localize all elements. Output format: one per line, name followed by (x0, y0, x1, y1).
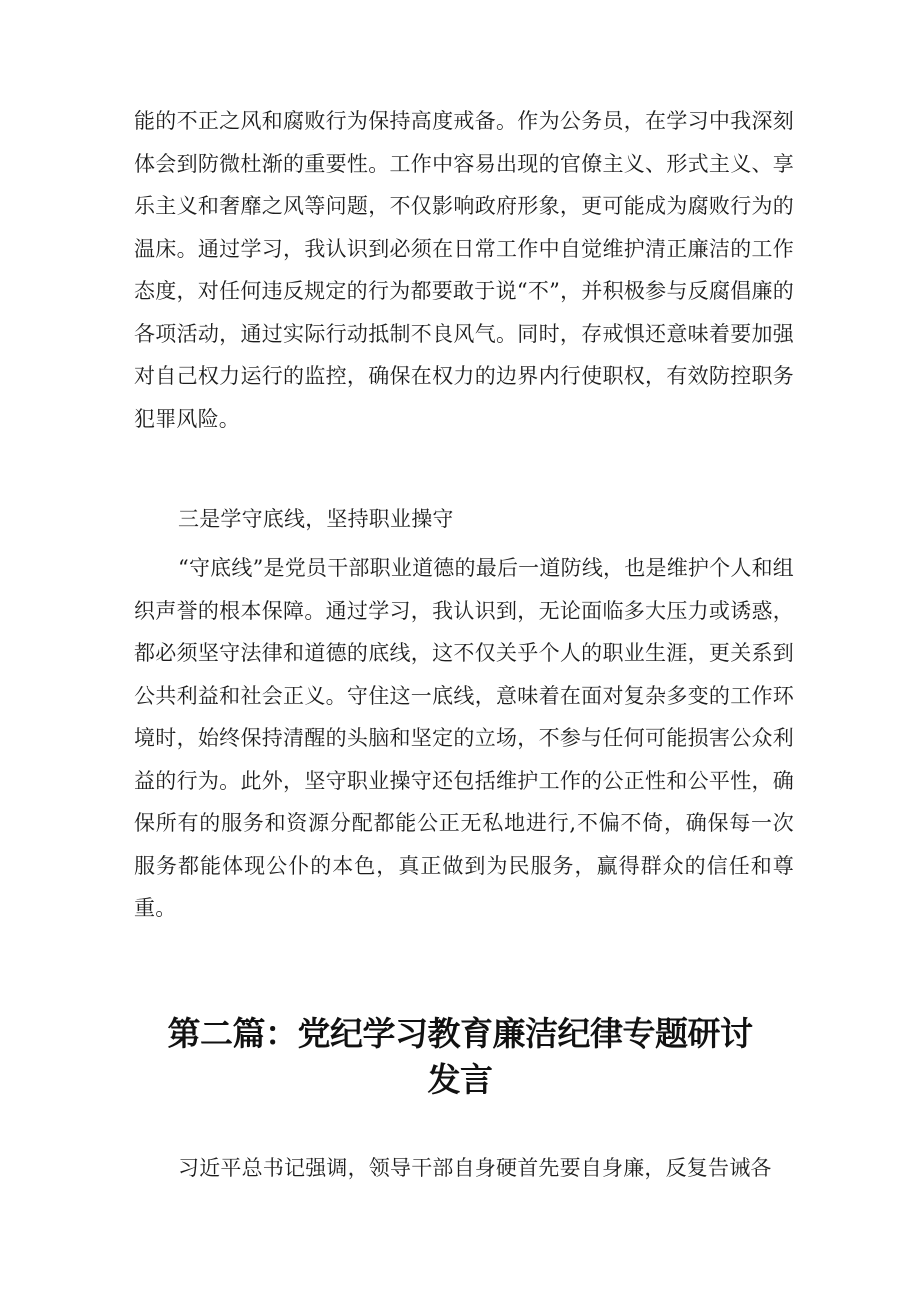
body-paragraph-1: 能的不正之风和腐败行为保持高度戒备。作为公务员，在学习中我深刻体会到防微杜渐的重要性。工作中容易出现的官僚主义、形式主义、享乐主义和奢靡之风等问题，不仅影响政府形象，更可能成为腐败行为的温床。通过学习，我认识到必须在日常工作中自觉维护清正廉洁的工作态度，对任何违反规定的行为都要敢于说“不”，并积极参与反腐倡廉的各项活动，通过实际行动抵制不良风气。同时，存戒惧还意味着要加强对自己权力运行的监控，确保在权力的边界内行使职权，有效防控职务犯罪风险。 (134, 109, 794, 431)
article-title-line-2: 发言 (427, 1060, 493, 1099)
article-title-line-1: 第二篇：党纪学习教育廉洁纪律专题研讨 (167, 1014, 753, 1053)
section-heading: 三是学守底线，坚持职业操守 (178, 507, 454, 531)
body-paragraph-3: 习近平总书记强调，领导干部自身硬首先要自身廉，反复告诫各 (178, 1156, 772, 1180)
body-paragraph-2: “守底线”是党员干部职业道德的最后一道防线，也是维护个人和组织声誉的根本保障。通过学习，我认识到，无论面临多大压力或诱惑，都必须坚守法律和道德的底线，这不仅关乎个人的职业生涯，更关系到公共利益和社会正义。守住这一底线，意味着在面对复杂多变的工作环境时，始终保持清醒的头脑和坚定的立场，不参与任何可能损害公众利益的行为。此外，坚守职业操守还包括维护工作的公正性和公平性，确保所有的服务和资源分配都能公正无私地进行,不偏不倚，确保每一次服务都能体现公仆的本色，真正做到为民服务，赢得群众的信任和尊重。 (134, 556, 794, 920)
